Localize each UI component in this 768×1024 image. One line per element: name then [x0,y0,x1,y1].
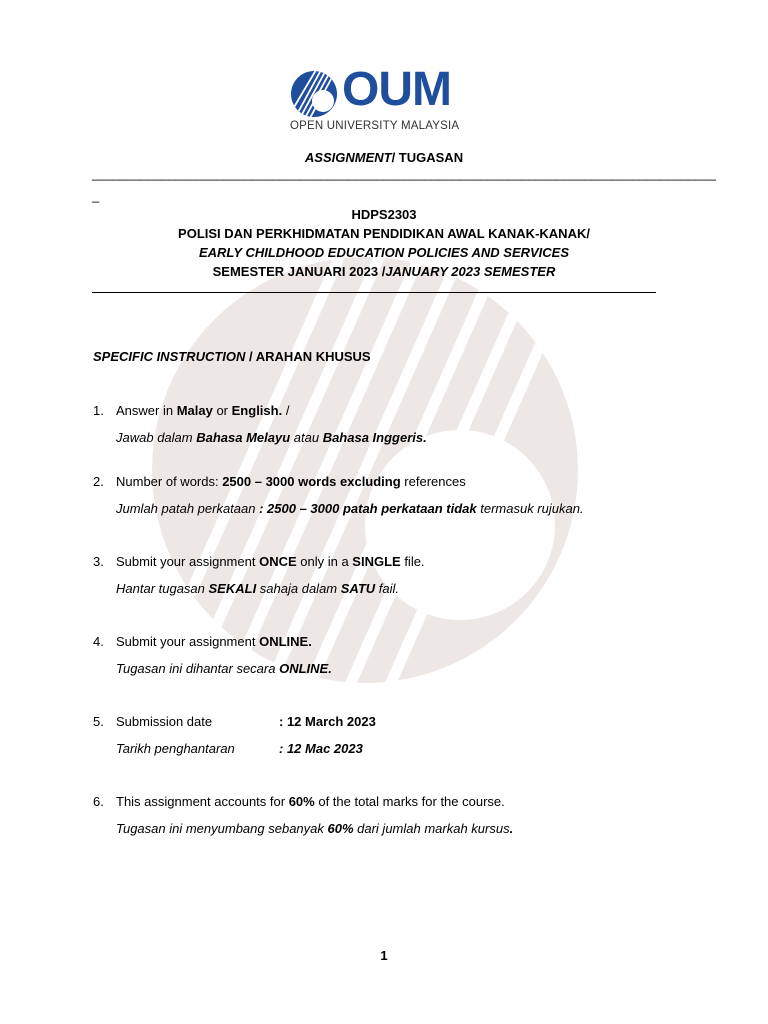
section-heading-en: SPECIFIC INSTRUCTION [93,349,246,364]
item-text-ms: Jumlah patah perkataan : 2500 – 3000 patah perkataan tidak termasuk rujukan. [116,501,584,516]
title-en: ASSIGNMENT [304,150,392,165]
item-text-en: Answer in Malay or English. / [116,403,290,418]
page-number: 1 [380,948,388,963]
item-number: 2. [93,474,104,489]
item-number: 5. [93,714,104,729]
submission-date-label-ms: Tarikh penghantaran [116,741,235,756]
course-header [0,205,768,281]
item-text-ms: Hantar tugasan SEKALI sahaja dalam SATU fail. [116,581,400,596]
item-number: 6. [93,794,104,809]
section-heading [93,349,371,364]
item-text-en: This assignment accounts for 60% of the total marks for the course. [116,794,505,809]
submission-date-value: : 12 March 2023 [279,714,376,729]
semester-line [0,262,768,281]
header-divider [92,292,656,293]
submission-date-ms [116,741,363,756]
semester-en: JANUARY 2023 SEMESTER [385,264,556,279]
submission-date-label: Submission date [116,714,213,729]
item-number: 3. [93,554,104,569]
dashed-rule: __________________________________________________________________________________________ [92,166,716,181]
section-heading-sep: / [245,349,256,364]
logo-subtitle: OPEN UNIVERSITY MALAYSIA [290,120,460,132]
item-text-ms: Jawab dalam Bahasa Melayu atau Bahasa Inggeris. [116,430,427,445]
submission-date-en [116,714,376,729]
item-number: 1. [93,403,104,418]
course-code: HDPS2303 [351,207,417,222]
item-number: 4. [93,634,104,649]
document-title [0,150,768,165]
logo-wordmark: OUM [342,63,451,116]
course-name-ms: POLISI DAN PERKHIDMATAN PENDIDIKAN AWAL KANAK-KANAK/ [178,226,590,241]
course-name-en: EARLY CHILDHOOD EDUCATION POLICIES AND SERVICES [198,245,570,260]
section-heading-ms: ARAHAN KHUSUS [255,349,371,364]
item-text-en: Submit your assignment ONLINE. [116,634,312,649]
semester-ms: SEMESTER JANUARI 2023 / [212,264,386,279]
item-text-ms: Tugasan ini dihantar secara ONLINE. [116,661,332,676]
submission-date-value-ms: : 12 Mac 2023 [279,741,363,756]
item-text-ms: Tugasan ini menyumbang sebanyak 60% dari jumlah markah kursus. [116,821,514,836]
item-text-en: Submit your assignment ONCE only in a SINGLE file. [116,554,425,569]
item-text-en: Number of words: 2500 – 3000 words excluding references [116,474,466,489]
title-ms: / TUGASAN [391,150,464,165]
dashed-rule-end: _ [92,188,100,203]
